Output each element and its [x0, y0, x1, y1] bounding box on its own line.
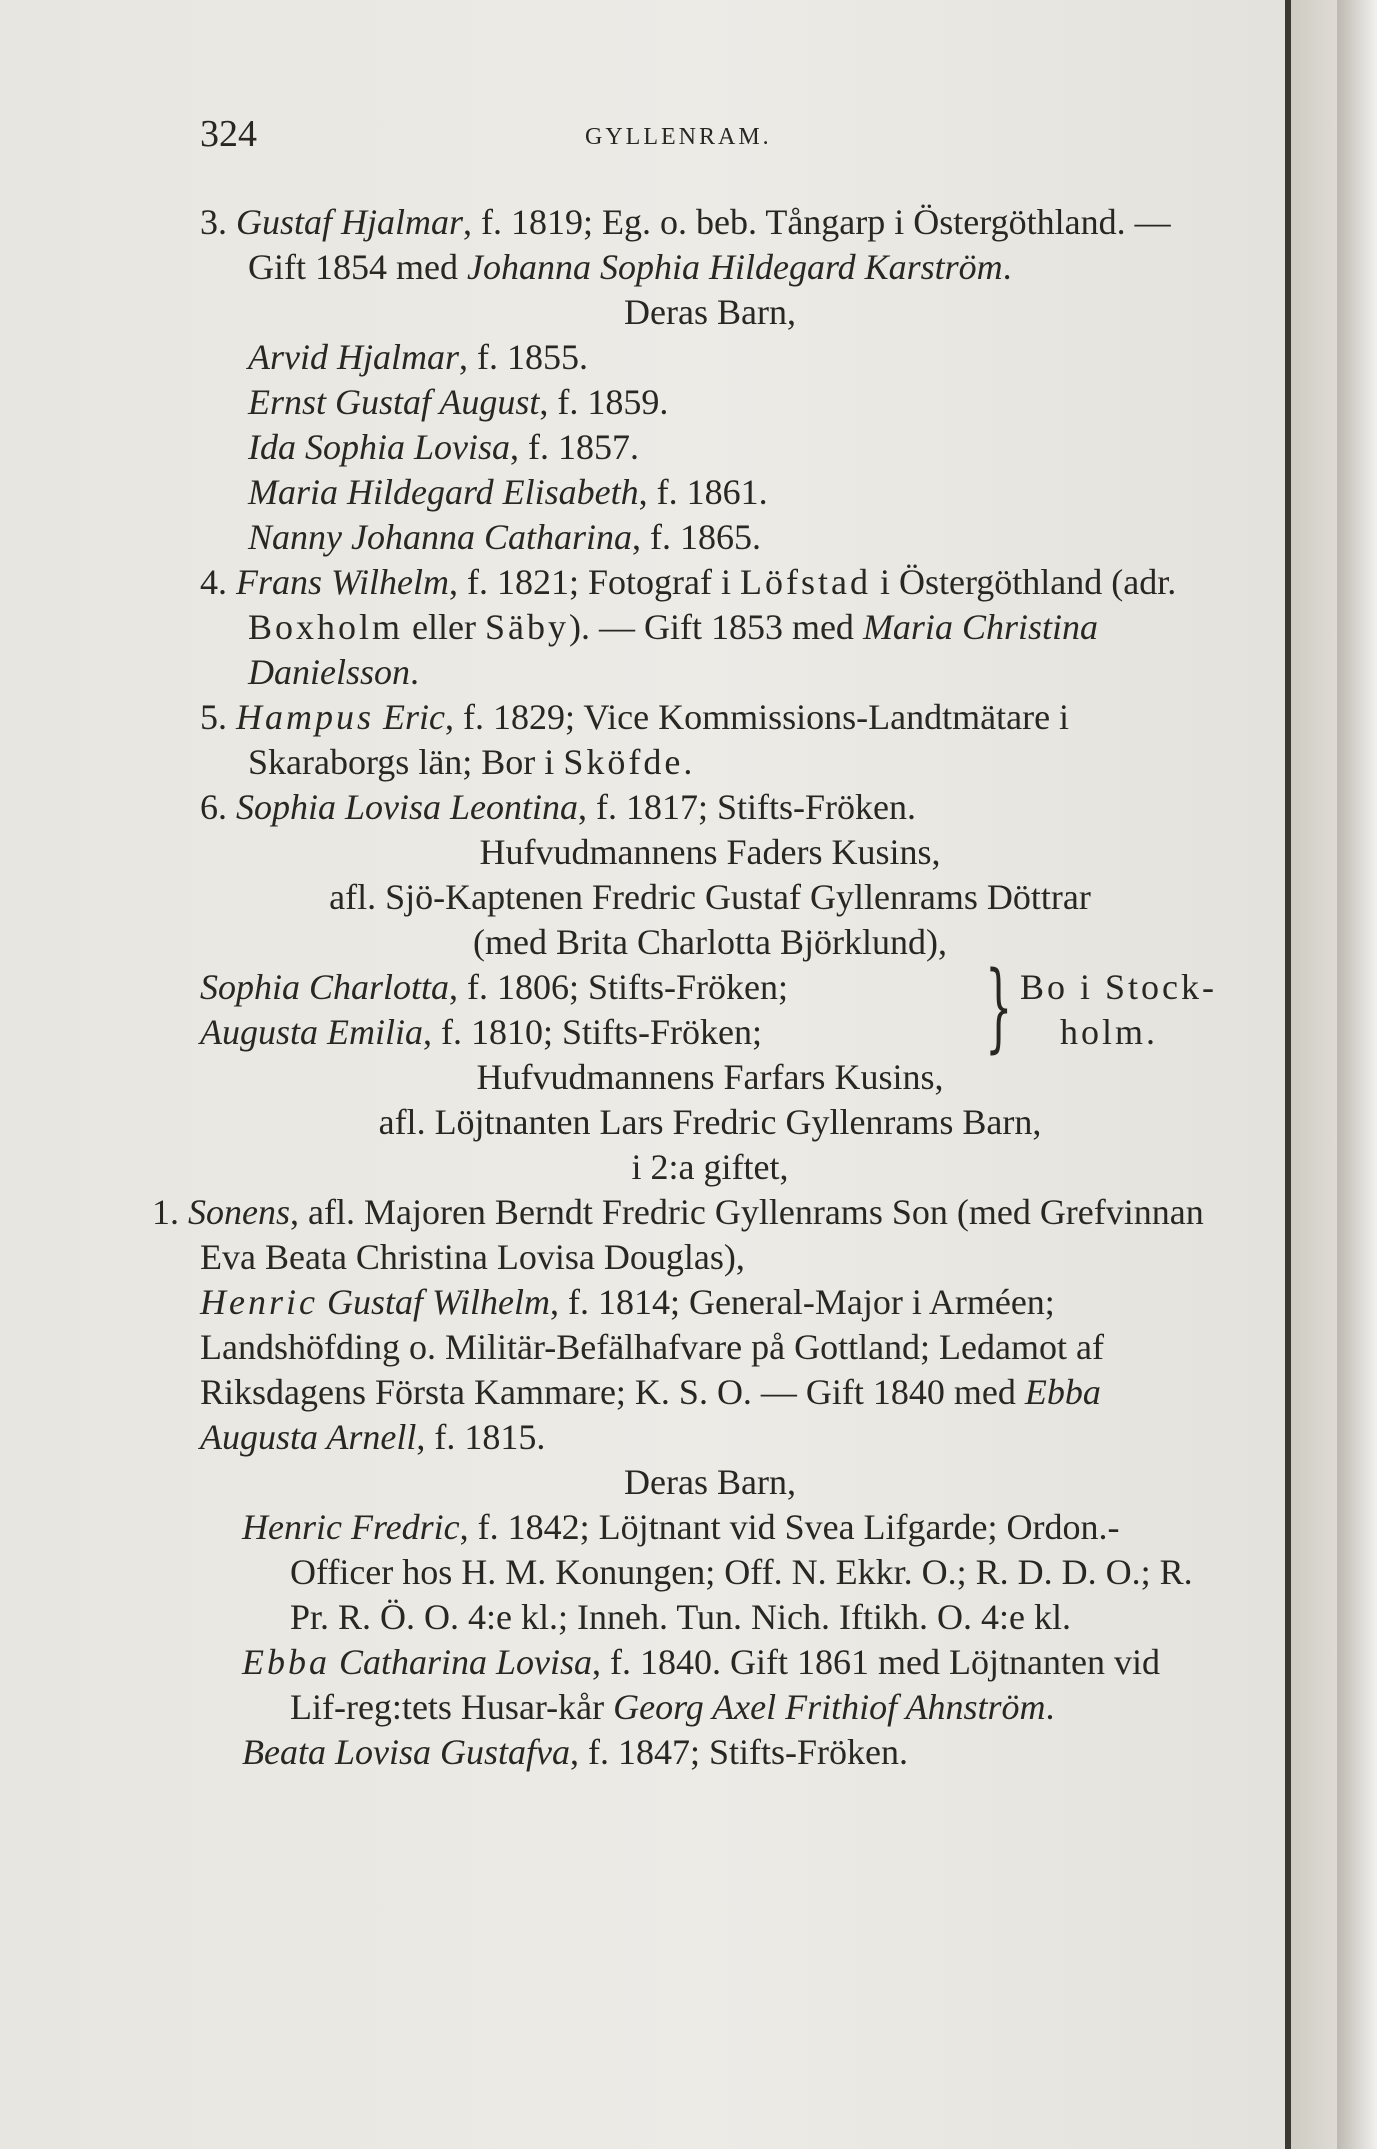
- section-subheading: afl. Löjtnanten Lars Fredric Gyllenrams Barn,: [378, 1102, 1042, 1142]
- daughter-entry: Augusta Emilia, f. 1810; Stifts-Fröken;: [200, 1012, 762, 1052]
- entry-6: 6. Sophia Lovisa Leontina, f. 1817; Stifts-Fröken.: [200, 787, 917, 827]
- children-heading: Deras Barn,: [624, 1462, 796, 1502]
- child-entry: Beata Lovisa Gustafva, f. 1847; Stifts-Fröken.: [242, 1732, 908, 1772]
- henric-entry: Henric Gustaf Wilhelm, f. 1814; General-Major i Arméen; Landshöfding o. Militär-Befälhafvare på Gottland; Ledamot af Riksdagens Första Kammare; K. S. O. — Gift 1840 med Ebba Augusta Arnell, f. 1815.: [200, 1282, 1104, 1457]
- daughter-entry: Sophia Charlotta, f. 1806; Stifts-Fröken;: [200, 967, 789, 1007]
- page-number: 324: [200, 113, 257, 155]
- page-edge-outer: [1337, 0, 1377, 2149]
- section-heading: Hufvudmannens Farfars Kusins,: [476, 1057, 944, 1097]
- child-entry: Maria Hildegard Elisabeth, f. 1861.: [248, 472, 768, 512]
- brace-icon: }: [985, 951, 1013, 1063]
- daughters-block: [200, 951, 1220, 1063]
- section-subheading: i 2:a giftet,: [631, 1147, 789, 1187]
- residence-note: Bo i Stock-: [1020, 967, 1218, 1007]
- son-entry: 1. Sonens, afl. Majoren Berndt Fredric Gyllenrams Son (med Grefvinnan Eva Beata Christina Lovisa Douglas),: [152, 1192, 1204, 1277]
- child-entry: Ida Sophia Lovisa, f. 1857.: [248, 427, 640, 467]
- page-edge: [1291, 0, 1337, 2149]
- entry-3: 3. Gustaf Hjalmar, f. 1819; Eg. o. beb. Tångarp i Östergöthland. — Gift 1854 med Johanna Sophia Hildegard Karström.: [200, 202, 1171, 287]
- section-heading: Hufvudmannens Faders Kusins,: [479, 832, 941, 872]
- residence-note: holm.: [1060, 1012, 1159, 1052]
- entry-4: 4. Frans Wilhelm, f. 1821; Fotograf i Löfstad i Östergöthland (adr. Boxholm eller Säby). — Gift 1853 med Maria Christina Danielsson.: [200, 562, 1177, 692]
- child-entry: Ebba Catharina Lovisa, f. 1840. Gift 1861 med Löjtnanten vid Lif-reg:tets Husar-kår Georg Axel Frithiof Ahnström.: [242, 1642, 1160, 1727]
- page-header: [200, 112, 1210, 162]
- page-content: [152, 200, 1220, 1775]
- entry-5: 5. Hampus Eric, f. 1829; Vice Kommissions-Landtmätare i Skaraborgs län; Bor i Sköfde.: [200, 697, 1070, 782]
- child-entry: Ernst Gustaf August, f. 1859.: [248, 382, 669, 422]
- section-subheading: (med Brita Charlotta Björklund),: [473, 922, 947, 962]
- section-subheading: afl. Sjö-Kaptenen Fredric Gustaf Gyllenrams Döttrar: [329, 877, 1091, 917]
- child-entry: Arvid Hjalmar, f. 1855.: [248, 337, 588, 377]
- running-head: GYLLENRAM.: [585, 124, 772, 150]
- children-heading: Deras Barn,: [624, 292, 796, 332]
- child-entry: Henric Fredric, f. 1842; Löjtnant vid Svea Lifgarde; Ordon.-Officer hos H. M. Konungen; Off. N. Ekkr. O.; R. D. D. O.; R. Pr. R. Ö. O. 4:e kl.; Inneh. Tun. Nich. Iftikh. O. 4:e kl.: [242, 1507, 1193, 1637]
- child-entry: Nanny Johanna Catharina, f. 1865.: [248, 517, 761, 557]
